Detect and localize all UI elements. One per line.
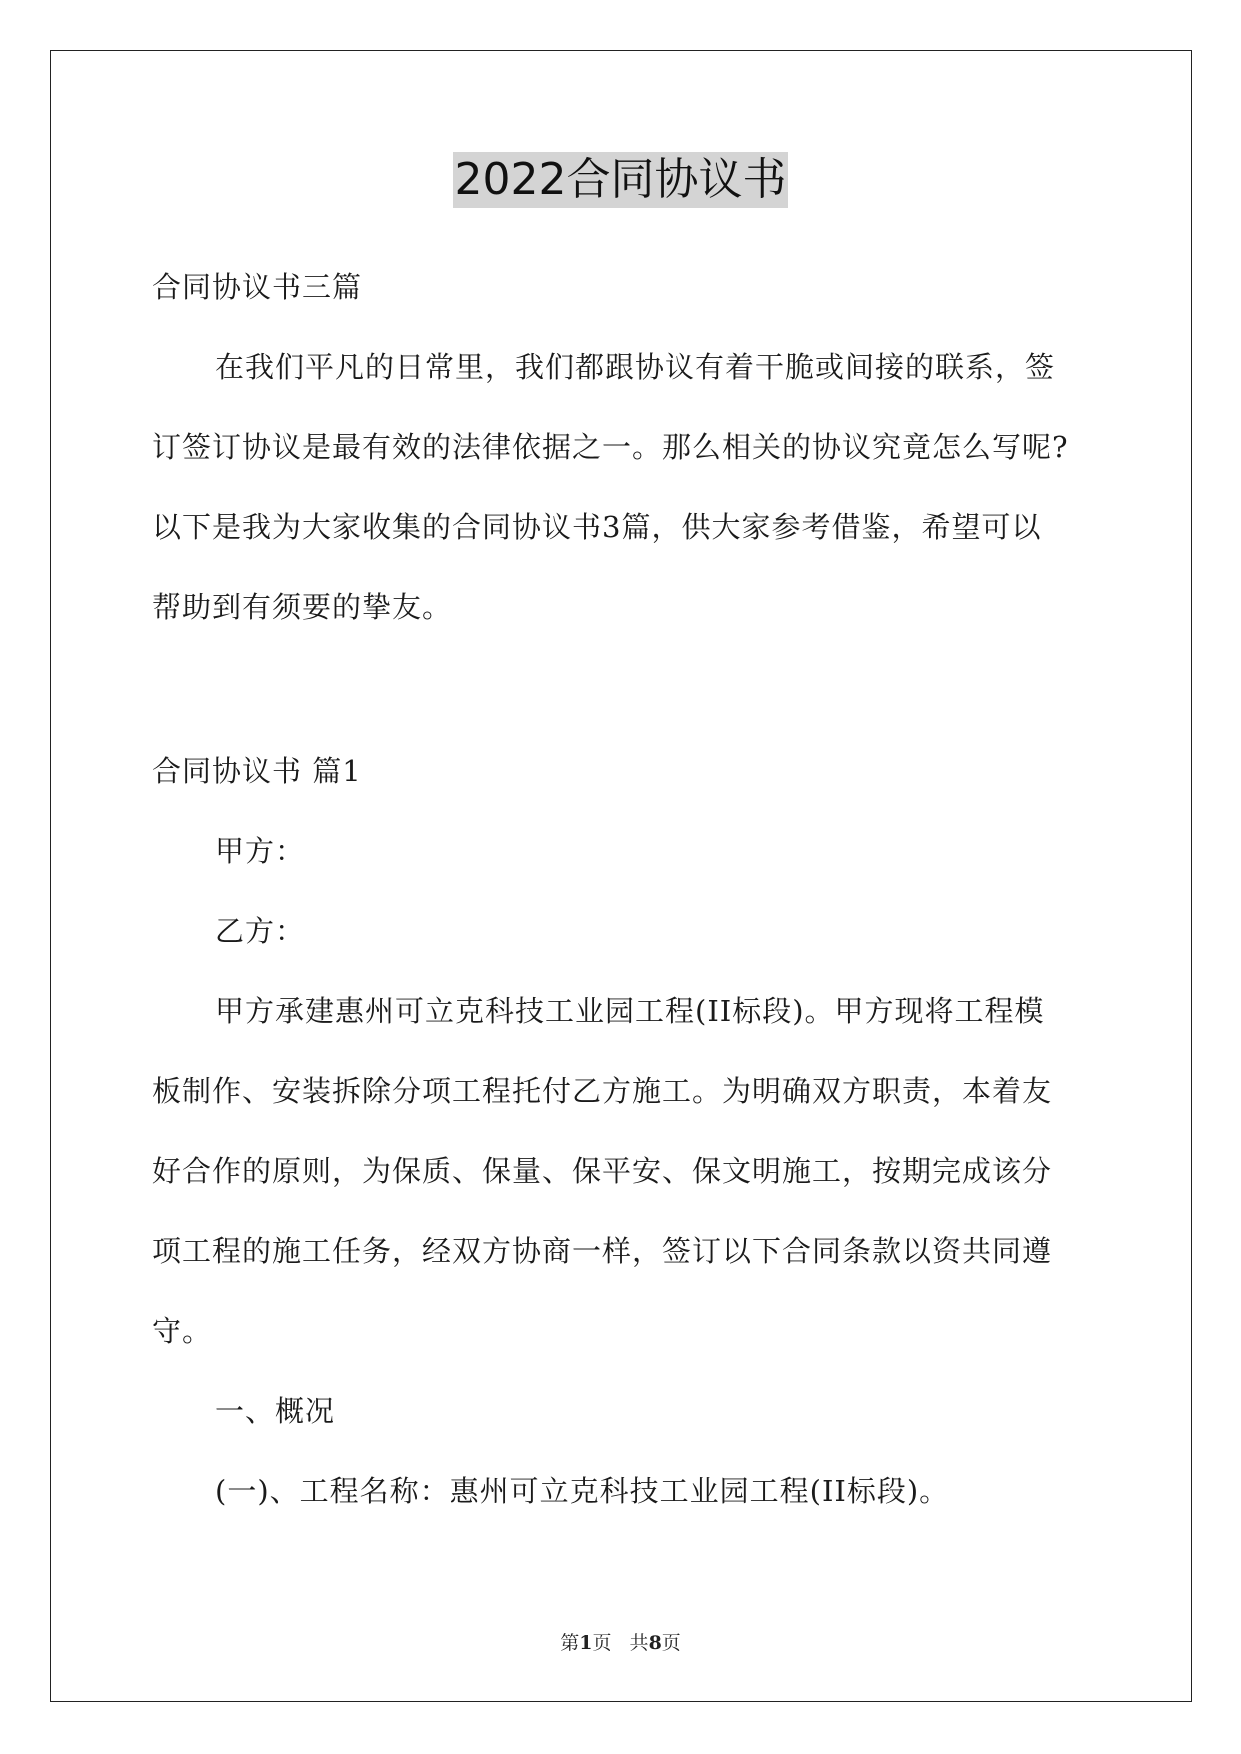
intro-line-2: 订签订协议是最有效的法律依据之一。那么相关的协议究竟怎么写呢? (152, 430, 1069, 464)
body-line-4: 项工程的施工任务，经双方协商一样，签订以下合同条款以资共同遵 (152, 1234, 1053, 1268)
party-a-label: 甲方： (215, 834, 306, 868)
intro-line-3: 以下是我为大家收集的合同协议书3篇，供大家参考借鉴，希望可以 (152, 510, 1042, 544)
document-title-wrap (0, 152, 1241, 208)
subtitle: 合同协议书三篇 (152, 270, 363, 304)
body-line-2: 板制作、安装拆除分项工程托付乙方施工。为明确双方职责，本着友 (152, 1074, 1053, 1108)
page-footer (0, 1628, 1241, 1655)
document-title: 2022合同协议书 (453, 152, 789, 208)
party-b-label: 乙方： (215, 914, 306, 948)
footer-page-mid: 页 共 (592, 1632, 649, 1654)
body-line-3: 好合作的原则，为保质、保量、保平安、保文明施工，按期完成该分 (152, 1154, 1053, 1188)
item-overview: 一、概况 (215, 1394, 336, 1428)
footer-page-total: 8 (648, 1632, 662, 1654)
footer-page-prefix: 第 (560, 1632, 580, 1654)
intro-line-4: 帮助到有须要的挚友。 (152, 590, 453, 624)
section-heading: 合同协议书 篇1 (152, 754, 362, 788)
item-project-name: (一)、工程名称：惠州可立克科技工业园工程(II标段)。 (215, 1474, 950, 1508)
footer-page-current: 1 (579, 1632, 593, 1654)
intro-line-1: 在我们平凡的日常里，我们都跟协议有着干脆或间接的联系，签 (215, 350, 1056, 384)
body-line-1: 甲方承建惠州可立克科技工业园工程(II标段)。甲方现将工程模 (215, 994, 1045, 1028)
body-line-5: 守。 (152, 1314, 213, 1348)
footer-page-suffix: 页 (661, 1632, 681, 1654)
